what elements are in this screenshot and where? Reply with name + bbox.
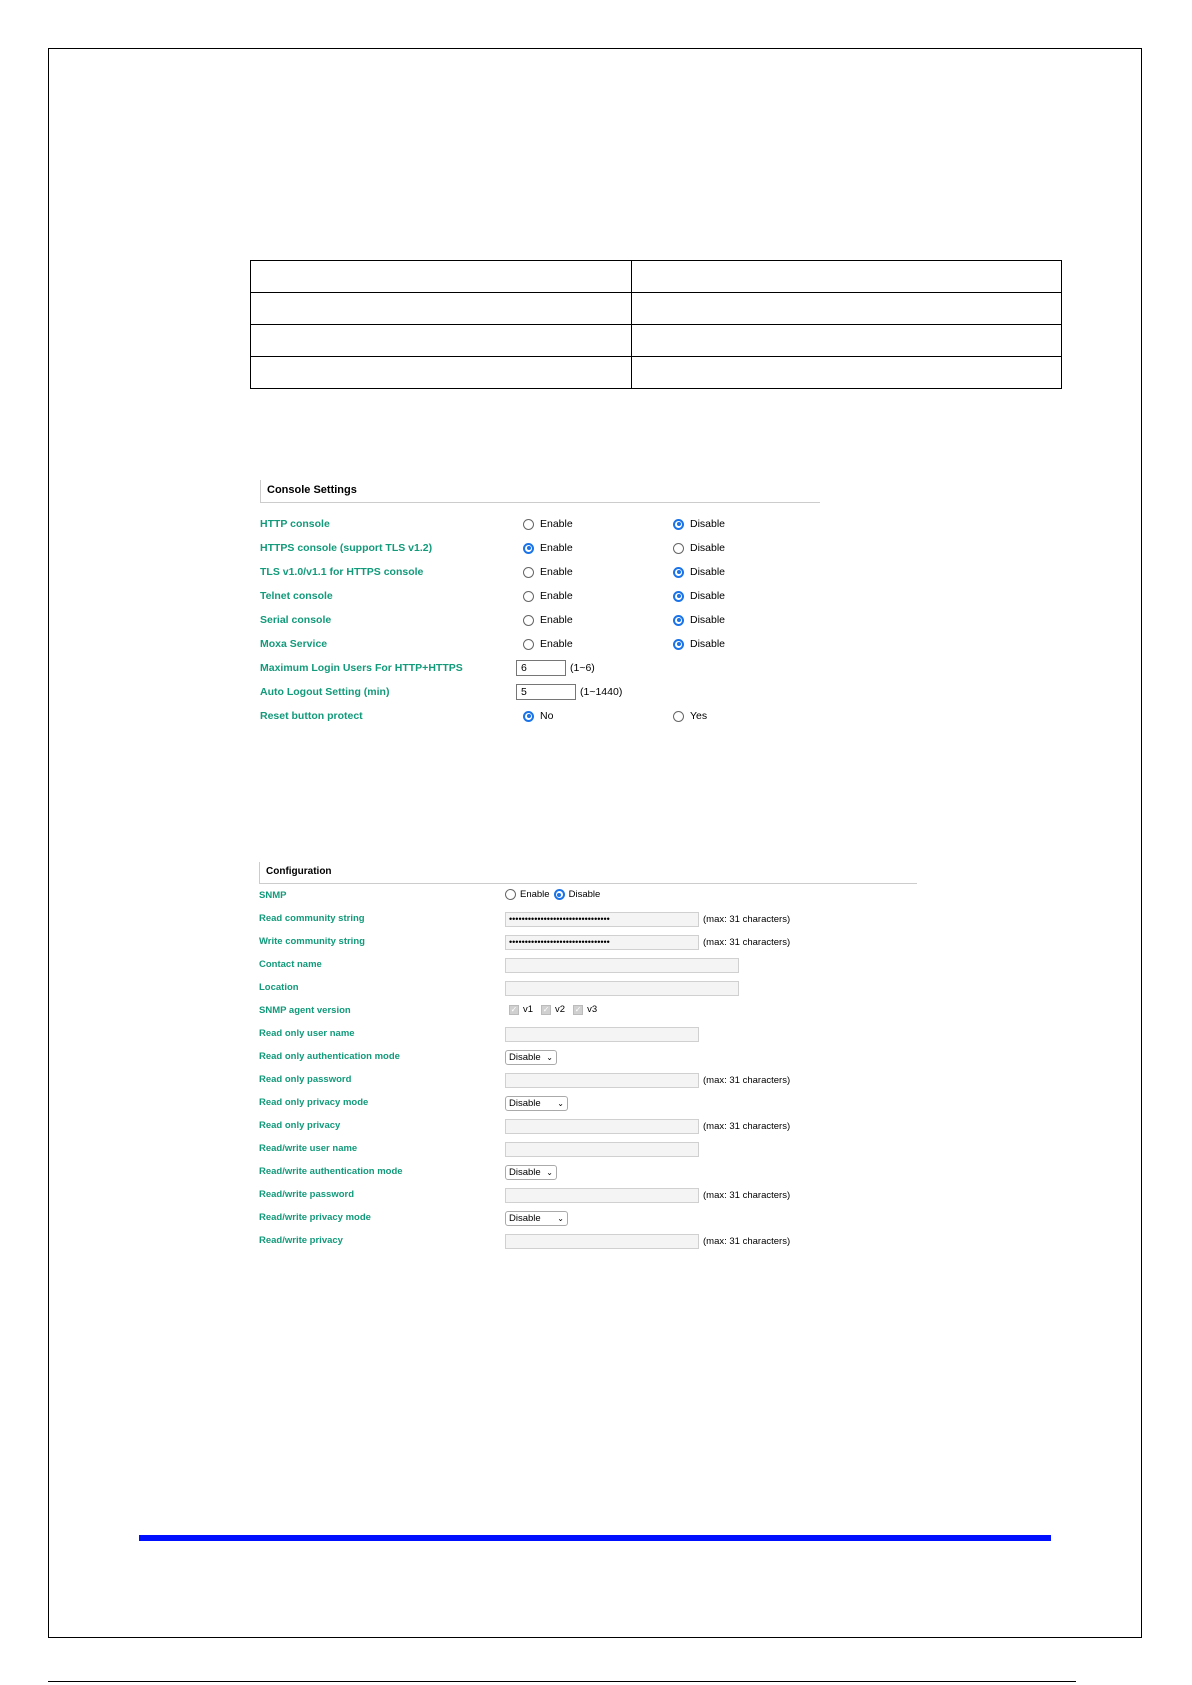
row-label: Maximum Login Users For HTTP+HTTPS bbox=[260, 662, 463, 674]
row-label: TLS v1.0/v1.1 for HTTPS console bbox=[260, 566, 424, 578]
row-label: Read/write privacy bbox=[259, 1235, 343, 1246]
radio-icon[interactable] bbox=[523, 567, 534, 578]
disable-option[interactable] bbox=[673, 518, 725, 530]
console-settings-panel bbox=[260, 480, 820, 722]
option-label: Enable bbox=[520, 889, 550, 900]
auto-logout-field bbox=[516, 684, 622, 700]
row-label: HTTPS console (support TLS v1.2) bbox=[260, 542, 433, 554]
contact-name-field bbox=[505, 958, 739, 973]
chevron-down-icon: ⌄ bbox=[557, 1099, 564, 1108]
ro-password-input[interactable] bbox=[505, 1073, 699, 1088]
enable-option[interactable] bbox=[523, 614, 573, 626]
v2-label: v2 bbox=[555, 1004, 566, 1015]
no-option[interactable] bbox=[523, 710, 553, 722]
disable-option[interactable] bbox=[673, 638, 725, 650]
enable-option[interactable] bbox=[523, 566, 573, 578]
row-label: SNMP agent version bbox=[259, 1005, 351, 1016]
rw-password-input[interactable] bbox=[505, 1188, 699, 1203]
row-label: Contact name bbox=[259, 959, 322, 970]
field-hint: (max: 31 characters) bbox=[703, 1075, 791, 1086]
disable-option[interactable] bbox=[554, 889, 601, 900]
field-hint: (max: 31 characters) bbox=[703, 1190, 791, 1201]
disable-option[interactable] bbox=[673, 614, 725, 626]
table-cell bbox=[632, 325, 1062, 357]
option-label: Enable bbox=[540, 638, 573, 650]
radio-selected-icon[interactable] bbox=[554, 889, 565, 900]
agent-version-field bbox=[509, 1004, 597, 1015]
snmp-configuration-panel bbox=[259, 862, 917, 1247]
location-input[interactable] bbox=[505, 981, 739, 996]
write-community-field bbox=[505, 935, 790, 950]
ro-auth-mode-select[interactable] bbox=[505, 1050, 557, 1065]
radio-icon[interactable] bbox=[505, 889, 516, 900]
radio-icon[interactable] bbox=[673, 543, 684, 554]
table-row bbox=[251, 357, 1062, 389]
enable-option[interactable] bbox=[523, 638, 573, 650]
row-label: Read/write privacy mode bbox=[259, 1212, 371, 1223]
rw-user-field bbox=[505, 1142, 699, 1157]
row-label: Read only privacy mode bbox=[259, 1097, 369, 1108]
option-label: Disable bbox=[568, 889, 601, 900]
table-cell bbox=[251, 325, 632, 357]
empty-table bbox=[250, 260, 1062, 389]
ro-user-input[interactable] bbox=[505, 1027, 699, 1042]
table-cell bbox=[251, 293, 632, 325]
option-label: Disable bbox=[690, 638, 726, 650]
select-value: Disable bbox=[509, 1052, 541, 1063]
table-row bbox=[251, 325, 1062, 357]
row-label: Read community string bbox=[259, 913, 365, 924]
v1-label: v1 bbox=[523, 1004, 534, 1015]
table-cell bbox=[632, 357, 1062, 389]
disable-option[interactable] bbox=[673, 542, 725, 554]
row-label: Read only password bbox=[259, 1074, 352, 1085]
chevron-down-icon: ⌄ bbox=[557, 1214, 564, 1223]
row-label: Auto Logout Setting (min) bbox=[260, 686, 390, 698]
ro-privacy-input[interactable] bbox=[505, 1119, 699, 1134]
snmp-options bbox=[505, 889, 600, 900]
read-community-field bbox=[505, 912, 790, 927]
rw-privacy-field bbox=[505, 1234, 790, 1249]
row-label: HTTP console bbox=[260, 518, 330, 530]
rw-password-field bbox=[505, 1188, 790, 1203]
ro-privacy-mode-field bbox=[505, 1096, 568, 1111]
option-label: Disable bbox=[690, 518, 726, 530]
row-label: Location bbox=[259, 982, 299, 993]
option-label: Enable bbox=[540, 566, 573, 578]
option-label: Disable bbox=[690, 590, 726, 602]
field-hint: (max: 31 characters) bbox=[703, 1236, 791, 1247]
ro-privacy-mode-select[interactable] bbox=[505, 1096, 568, 1111]
row-label: Write community string bbox=[259, 936, 365, 947]
row-label: Reset button protect bbox=[260, 710, 363, 722]
select-value: Disable bbox=[509, 1167, 541, 1178]
table-cell bbox=[251, 357, 632, 389]
option-label: No bbox=[540, 710, 554, 722]
read-community-input[interactable]: •••••••••••••••••••••••••••••••• bbox=[505, 912, 699, 927]
ro-auth-mode-field bbox=[505, 1050, 557, 1065]
table-cell bbox=[251, 261, 632, 293]
row-label: Serial console bbox=[260, 614, 332, 626]
row-label: Read only user name bbox=[259, 1028, 355, 1039]
v1-checkbox[interactable]: ✓ bbox=[510, 1005, 518, 1014]
max-login-field bbox=[516, 660, 595, 676]
radio-icon[interactable] bbox=[523, 591, 534, 602]
location-field bbox=[505, 981, 739, 996]
enable-option[interactable] bbox=[523, 590, 573, 602]
write-community-input[interactable]: •••••••••••••••••••••••••••••••• bbox=[505, 935, 699, 950]
rw-privacy-mode-field bbox=[505, 1211, 568, 1226]
configuration-title: Configuration bbox=[259, 862, 917, 884]
console-settings-title: Console Settings bbox=[260, 480, 820, 503]
table-row bbox=[251, 293, 1062, 325]
footer-blue-rule bbox=[139, 1535, 1051, 1541]
option-label: Disable bbox=[690, 542, 726, 554]
option-label: Enable bbox=[540, 518, 573, 530]
row-label: Read only authentication mode bbox=[259, 1051, 400, 1062]
radio-icon[interactable] bbox=[673, 711, 684, 722]
enable-option[interactable] bbox=[523, 542, 573, 554]
radio-icon[interactable] bbox=[523, 639, 534, 650]
select-value: Disable bbox=[509, 1213, 541, 1224]
option-label: Yes bbox=[690, 710, 708, 722]
ro-password-field bbox=[505, 1073, 790, 1088]
radio-selected-icon[interactable] bbox=[523, 543, 534, 554]
row-label: Read/write authentication mode bbox=[259, 1166, 403, 1177]
field-hint: (max: 31 characters) bbox=[703, 937, 791, 948]
yes-option[interactable] bbox=[673, 710, 707, 722]
row-label: SNMP bbox=[259, 890, 287, 901]
chevron-down-icon: ⌄ bbox=[546, 1053, 553, 1062]
field-hint: (max: 31 characters) bbox=[703, 914, 791, 925]
max-login-input[interactable]: 6 bbox=[516, 660, 566, 676]
ro-privacy-field bbox=[505, 1119, 790, 1134]
option-label: Enable bbox=[540, 542, 573, 554]
radio-selected-icon[interactable] bbox=[673, 639, 684, 650]
radio-selected-icon[interactable] bbox=[523, 711, 534, 722]
disable-option[interactable] bbox=[673, 566, 725, 578]
enable-option[interactable] bbox=[523, 518, 573, 530]
select-value: Disable bbox=[509, 1098, 541, 1109]
option-label: Disable bbox=[690, 566, 726, 578]
ro-user-field bbox=[505, 1027, 699, 1042]
radio-icon[interactable] bbox=[523, 519, 534, 530]
rw-user-input[interactable] bbox=[505, 1142, 699, 1157]
table-row bbox=[251, 261, 1062, 293]
table-cell bbox=[632, 261, 1062, 293]
radio-selected-icon[interactable] bbox=[673, 519, 684, 530]
row-label: Moxa Service bbox=[260, 638, 328, 650]
disable-option[interactable] bbox=[673, 590, 725, 602]
radio-selected-icon[interactable] bbox=[673, 567, 684, 578]
field-hint: (max: 31 characters) bbox=[703, 1121, 791, 1132]
auto-logout-hint: (1~1440) bbox=[580, 686, 623, 698]
contact-name-input[interactable] bbox=[505, 958, 739, 973]
v3-label: v3 bbox=[587, 1004, 598, 1015]
bottom-rule bbox=[48, 1681, 1076, 1682]
table-cell bbox=[632, 293, 1062, 325]
row-label: Read/write user name bbox=[259, 1143, 358, 1154]
enable-option[interactable] bbox=[505, 889, 550, 900]
radio-selected-icon[interactable] bbox=[673, 615, 684, 626]
rw-auth-mode-select[interactable] bbox=[505, 1165, 557, 1180]
auto-logout-input[interactable]: 5 bbox=[516, 684, 576, 700]
rw-privacy-mode-select[interactable] bbox=[505, 1211, 568, 1226]
row-label: Read only privacy bbox=[259, 1120, 341, 1131]
row-label: Telnet console bbox=[260, 590, 333, 602]
v3-checkbox[interactable]: ✓ bbox=[574, 1005, 582, 1014]
rw-privacy-input[interactable] bbox=[505, 1234, 699, 1249]
option-label: Enable bbox=[540, 614, 573, 626]
chevron-down-icon: ⌄ bbox=[546, 1168, 553, 1177]
rw-auth-mode-field bbox=[505, 1165, 557, 1180]
radio-icon[interactable] bbox=[523, 615, 534, 626]
max-login-hint: (1~6) bbox=[570, 662, 595, 674]
radio-selected-icon[interactable] bbox=[673, 591, 684, 602]
v2-checkbox[interactable]: ✓ bbox=[542, 1005, 550, 1014]
option-label: Disable bbox=[690, 614, 726, 626]
row-label: Read/write password bbox=[259, 1189, 355, 1200]
option-label: Enable bbox=[540, 590, 573, 602]
